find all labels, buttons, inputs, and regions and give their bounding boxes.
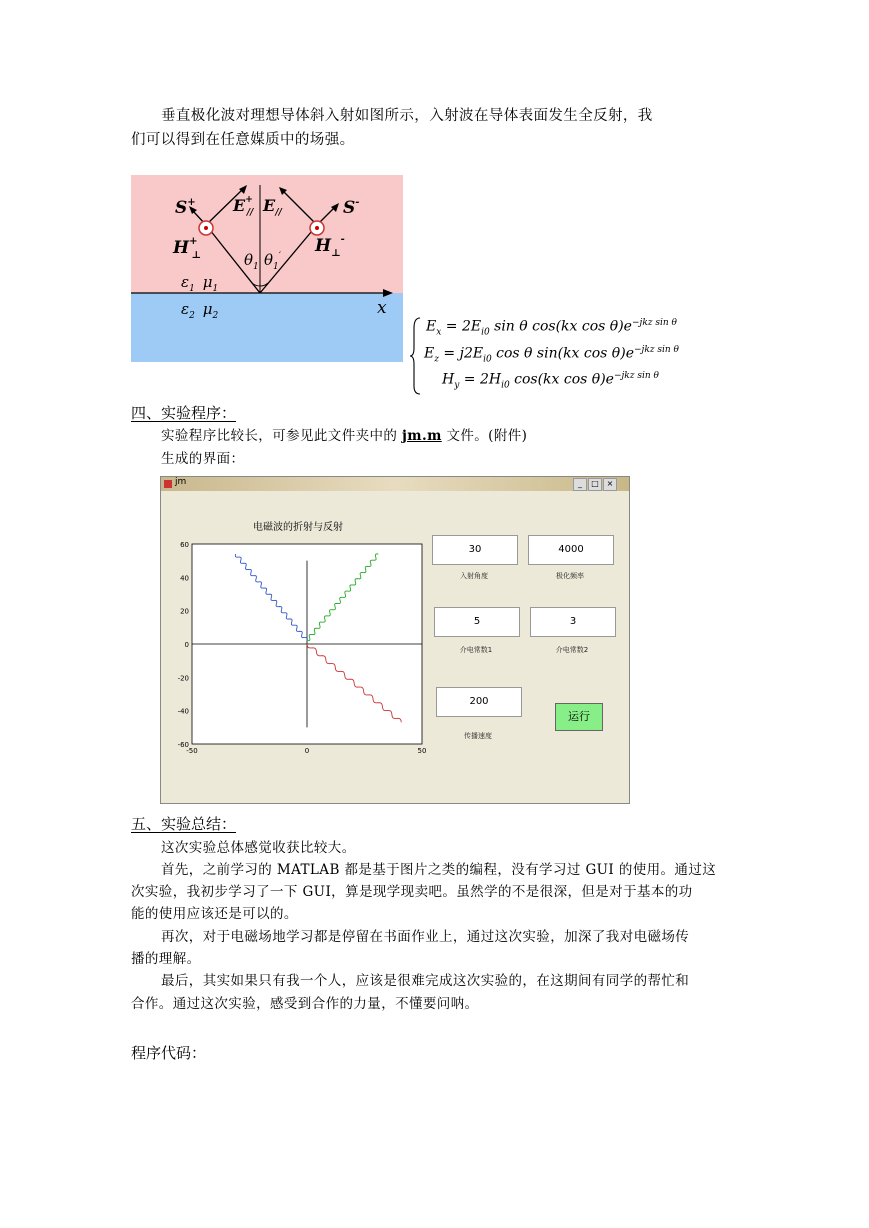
- section5-heading: 五、实验总结：: [131, 815, 237, 833]
- h-perp-minus-label: H: [315, 236, 332, 256]
- field-equations: [410, 314, 690, 398]
- x-tick-label: -50: [186, 747, 198, 755]
- chart-svg: [161, 491, 431, 791]
- incidence-diagram-svg: [131, 175, 403, 362]
- medium-1-region: [131, 175, 403, 293]
- summary-p4-line2: 合作。通过这次实验，感受到合作的力量，不懂要问呐。: [131, 996, 479, 1012]
- incident-angle-input[interactable]: 30: [432, 535, 518, 565]
- speed-label: 传播速度: [464, 732, 492, 740]
- gui-window-title: jm: [175, 477, 187, 487]
- theta1p-label: θ: [264, 251, 274, 269]
- maximize-button[interactable]: □: [588, 478, 602, 491]
- permittivity1-label: 介电常数1: [459, 646, 493, 654]
- minimize-button[interactable]: _: [573, 478, 587, 491]
- gui-titlebar: [161, 477, 629, 491]
- equation-ex: $E_x = 2E_{i0}$ sin θ cos(kx $\cos \theta)e^{-jkz sin \theta}$: [426, 318, 677, 338]
- frequency-label: 极化频率: [556, 572, 584, 580]
- h-perp-plus-label: H: [173, 238, 190, 258]
- summary-p3-line1: 再次，对于电磁场地学习都是停留在书面作业上，通过这次实验，加深了我对电磁场传: [161, 929, 690, 945]
- s-minus-label: S: [343, 198, 356, 218]
- incidence-diagram: [131, 175, 403, 362]
- mu1-label: μ: [202, 273, 213, 291]
- speed-input[interactable]: 200: [436, 687, 522, 717]
- section4-heading: 四、实验程序：: [131, 404, 237, 422]
- y-tick-label: -40: [177, 707, 189, 716]
- close-button[interactable]: ×: [603, 478, 617, 491]
- incident-angle-label: 入射角度: [460, 572, 488, 580]
- eps1-label: ε: [181, 273, 190, 291]
- permittivity1-input[interactable]: 5: [434, 607, 520, 637]
- y-tick-label: -60: [177, 741, 189, 749]
- summary-p3-line2: 播的理解。: [131, 951, 201, 967]
- s-plus-label: S: [175, 198, 188, 218]
- svg-text:θ1′: $\theta_1'$: [264, 251, 282, 272]
- medium-2-region: [131, 293, 403, 362]
- svg-text:E//: $E_{//}$: [263, 196, 282, 218]
- section4-line1: [161, 424, 527, 448]
- theta1-label: θ: [244, 251, 254, 269]
- summary-p2-line2: 次实验，我初步学习了一下 GUI，算是现学现卖吧。虽然学的不是很深，但是对于基本的功: [131, 884, 693, 900]
- y-tick-label: 60: [180, 541, 189, 549]
- x-tick-label: 50: [417, 747, 427, 755]
- intro-line-1: 垂直极化波对理想导体斜入射如图所示，入射波在导体表面发生全反射，我: [161, 108, 653, 124]
- y-tick-label: 40: [180, 574, 189, 583]
- summary-p1: 这次实验总体感觉收获比较大。: [161, 840, 356, 856]
- mu2-label: μ: [202, 300, 213, 318]
- intro-line-2: 们可以得到在任意媒质中的场强。: [131, 132, 355, 148]
- plot-area: [161, 491, 431, 791]
- eps2-label: ε: [181, 300, 190, 318]
- permittivity2-input[interactable]: 3: [530, 607, 616, 637]
- matlab-icon: [164, 480, 172, 488]
- svg-text:S+: S+: [175, 197, 196, 218]
- y-tick-label: 0: [184, 641, 189, 649]
- summary-p4-line1: 最后，其实如果只有我一个人，应该是很难完成这次实验的，在这期间有同学的帮忙和: [161, 973, 690, 989]
- y-tick-label: -20: [177, 674, 189, 683]
- section4-line1-text: 实验程序比较长，可参见此文件夹中的: [161, 428, 402, 444]
- svg-text:H⊥-: $H_\perp^-$: [315, 234, 345, 259]
- code-heading: 程序代码：: [131, 1044, 207, 1062]
- svg-text:S-: S-: [343, 197, 360, 218]
- e-par-plus-label: E: [233, 196, 246, 215]
- svg-text:θ1: $\theta_1$: [244, 251, 259, 272]
- e-par-label: E: [263, 196, 276, 215]
- x-axis-label: x: [377, 298, 387, 318]
- section4-line1-suffix: 文件。(附件): [441, 428, 528, 444]
- svg-text:ε2μ2: $\varepsilon_2$ $\mu_2$: [181, 300, 219, 321]
- svg-text:E+//: E+ //: [233, 195, 254, 218]
- equation-hy: $H_y = 2H_{i0}$ cos(kx $\cos \theta)e^{-jkz sin \theta}$: [442, 371, 659, 391]
- gui-window: [160, 476, 630, 804]
- y-tick-label: 20: [180, 607, 189, 616]
- plot-title: 电磁波的折射与反射: [253, 522, 343, 533]
- frequency-input[interactable]: 4000: [528, 535, 614, 565]
- run-button[interactable]: 运行: [555, 703, 603, 731]
- equation-ez: $E_z = j2E_{i0}$ cos θ sin(kx $\cos \theta)e^{-jkz sin \theta}$: [424, 345, 679, 365]
- summary-p2-line3: 能的使用应该还是可以的。: [131, 906, 298, 922]
- x-tick-label: 0: [304, 747, 310, 755]
- svg-text:ε1μ1: $\varepsilon_1$ $\mu_1$: [181, 273, 219, 294]
- permittivity2-label: 介电常数2: [555, 646, 589, 654]
- svg-text:H+⊥: H+ ⊥: [173, 236, 202, 261]
- summary-p2-line1: 首先，之前学习的 MATLAB 都是基于图片之类的编程，没有学习过 GUI 的使用。通过这: [161, 862, 717, 878]
- jm-file-link[interactable]: jm.m: [402, 428, 442, 444]
- section4-line2: 生成的界面：: [161, 451, 245, 467]
